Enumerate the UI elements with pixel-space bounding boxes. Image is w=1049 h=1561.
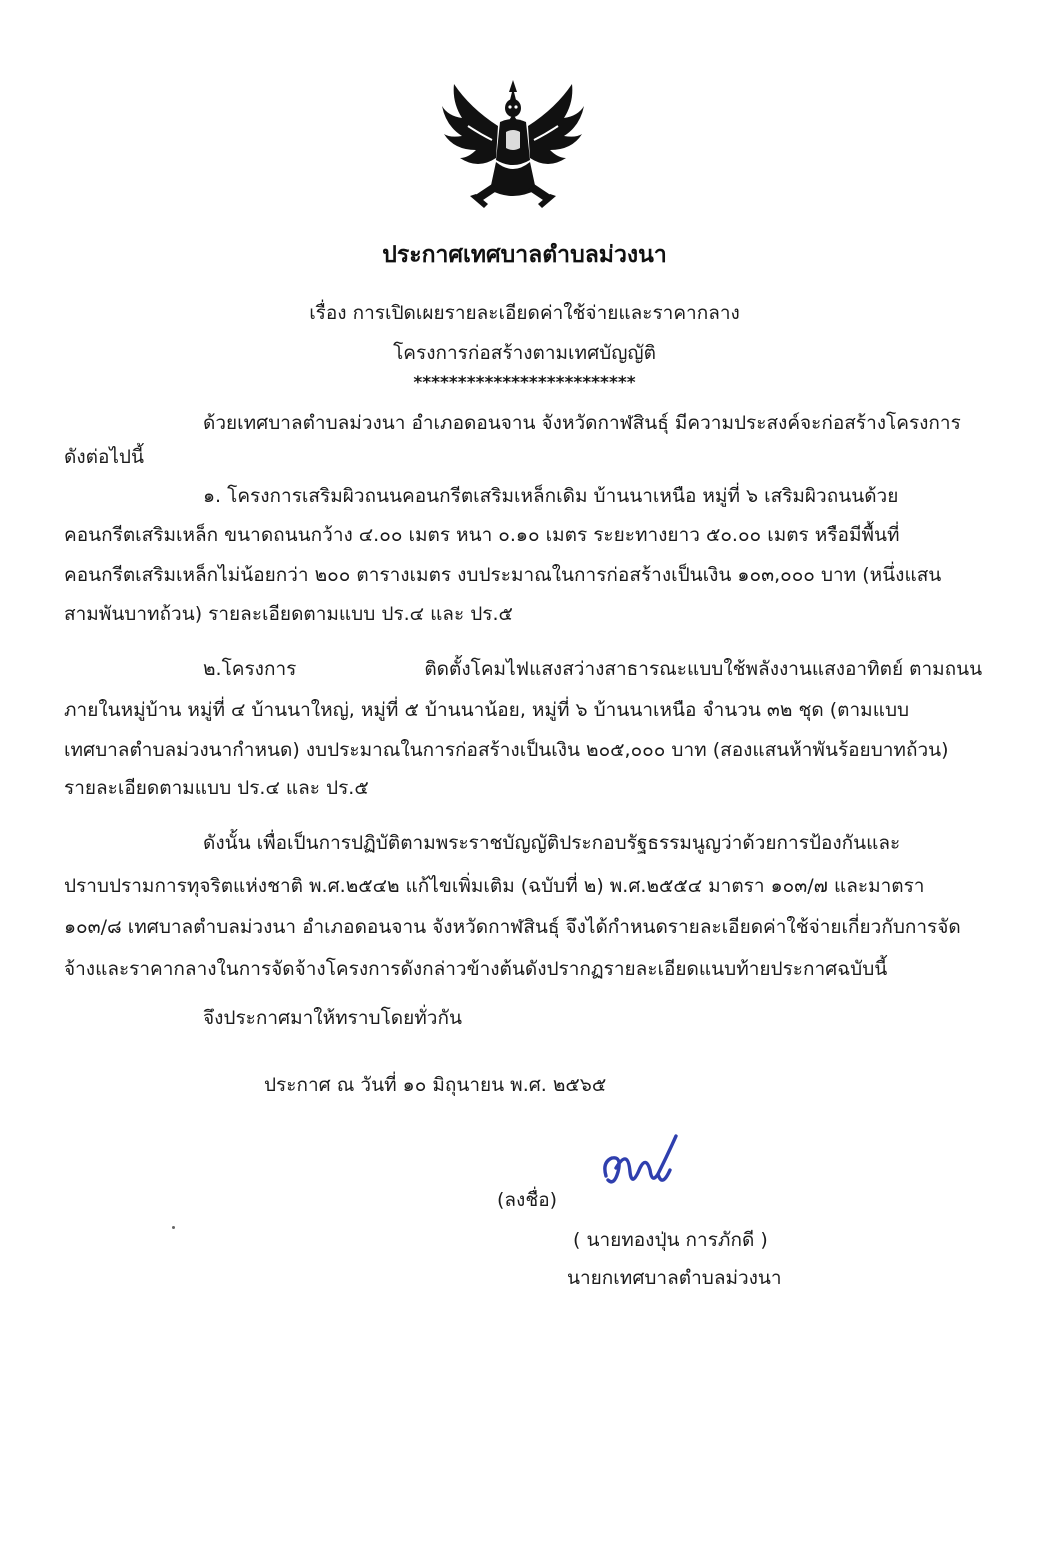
signer-title: นายกเทศบาลตำบลม่วงนา [567, 1267, 782, 1289]
subject-line: เรื่อง การเปิดเผยรายละเอียดค่าใช้จ่ายและราคากลาง [309, 302, 740, 324]
item2-label: ๒.โครงการ [203, 658, 297, 680]
para3-line-3: ๑๐๓/๘ เทศบาลตำบลม่วงนา อำเภอดอนจาน จังหวัดกาฬสินธุ์ จึงได้กำหนดรายละเอียดค่าใช้จ่ายเกี่ยวกับการจัด [64, 916, 961, 938]
separator: ************************* [413, 373, 636, 393]
handwritten-signature [600, 1128, 690, 1196]
sign-label: (ลงชื่อ) [497, 1189, 558, 1211]
redacted-area [296, 661, 424, 679]
item1-line-2: คอนกรีตเสริมเหล็ก ขนาดถนนกว้าง ๔.๐๐ เมตร หนา ๐.๑๐ เมตร ระยะทางยาว ๕๐.๐๐ เมตร หรือมีพื้นที่ [64, 524, 900, 546]
item1-line-1: ๑. โครงการเสริมผิวถนนคอนกรีตเสริมเหล็กเดิม บ้านนาเหนือ หมู่ที่ ๖ เสริมผิวถนนด้วย [203, 485, 899, 507]
para3-line-1: ดังนั้น เพื่อเป็นการปฏิบัติตามพระราชบัญญัติประกอบรัฐธรรมนูญว่าด้วยการป้องกันและ [203, 832, 901, 854]
document-title: ประกาศเทศบาลตำบลม่วงนา [382, 242, 667, 268]
subject-line-2: โครงการก่อสร้างตามเทศบัญญัติ [393, 342, 656, 364]
scan-speck [172, 1226, 175, 1229]
item2-line-4: รายละเอียดตามแบบ ปร.๔ และ ปร.๕ [64, 777, 369, 799]
signer-name: ( นายทองปุ่น การภักดี ) [573, 1229, 768, 1251]
para3-line-4: จ้างและราคากลางในการจัดจ้างโครงการดังกล่าวข้างต้นดังปรากฏรายละเอียดแนบท้ายประกาศฉบับนี้ [64, 958, 888, 980]
item2-line-1 [203, 656, 982, 682]
intro-line-1: ด้วยเทศบาลตำบลม่วงนา อำเภอดอนจาน จังหวัดกาฬสินธุ์ มีความประสงค์จะก่อสร้างโครงการ [203, 412, 961, 434]
closing-line: จึงประกาศมาให้ทราบโดยทั่วกัน [203, 1007, 462, 1029]
item1-line-4: สามพันบาทถ้วน) รายละเอียดตามแบบ ปร.๔ และ ปร.๕ [64, 603, 513, 625]
date-line: ประกาศ ณ วันที่ ๑๐ มิถุนายน พ.ศ. ๒๕๖๕ [264, 1074, 607, 1096]
garuda-emblem-icon [440, 78, 586, 212]
item2-line-2: ภายในหมู่บ้าน หมู่ที่ ๔ บ้านนาใหญ่, หมู่ที่ ๕ บ้านนาน้อย, หมู่ที่ ๖ บ้านนาเหนือ จำนวน ๓๒ ชุด (ตามแบบ [64, 699, 910, 721]
intro-line-2: ดังต่อไปนี้ [64, 446, 144, 468]
item2-line-3: เทศบาลตำบลม่วงนากำหนด) งบประมาณในการก่อสร้างเป็นเงิน ๒๐๕,๐๐๐ บาท (สองแสนห้าพันร้อยบาทถ้วน) [64, 739, 949, 761]
para3-line-2: ปราบปรามการทุจริตแห่งชาติ พ.ศ.๒๕๔๒ แก้ไขเพิ่มเติม (ฉบับที่ ๒) พ.ศ.๒๕๕๔ มาตรา ๑๐๓/๗ และมาตรา [64, 875, 925, 897]
item2-line-1-rest: ติดตั้งโคมไฟแสงสว่างสาธารณะแบบใช้พลังงานแสงอาทิตย์ ตามถนน [424, 658, 983, 680]
item1-line-3: คอนกรีตเสริมเหล็กไม่น้อยกว่า ๒๐๐ ตารางเมตร งบประมาณในการก่อสร้างเป็นเงิน ๑๐๓,๐๐๐ บาท (หนึ่งแสน [64, 564, 942, 586]
